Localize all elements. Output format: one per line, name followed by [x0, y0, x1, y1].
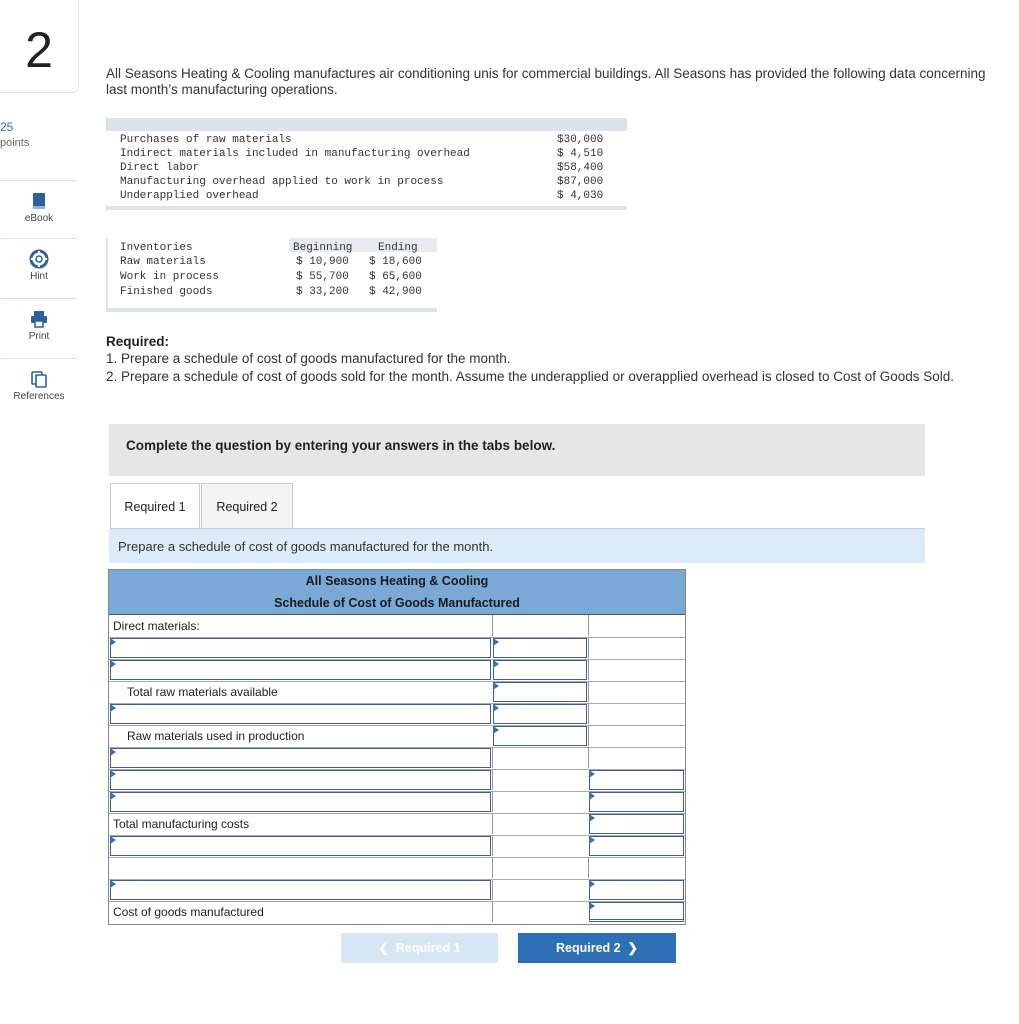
- inventory-row-label: Raw materials: [120, 256, 206, 268]
- input-flag-icon: [493, 704, 499, 712]
- input-flag-icon: [110, 792, 116, 800]
- table-row: [109, 791, 685, 814]
- lifebuoy-icon: [29, 249, 49, 269]
- input-flag-icon: [589, 836, 595, 844]
- inventory-ending: $ 65,600: [369, 271, 422, 283]
- question-number: 2: [0, 0, 79, 93]
- sidebar-hint-label: Hint: [30, 271, 48, 282]
- copy-icon: [29, 369, 49, 389]
- cost-label: Indirect materials included in manufacturing overhead: [120, 148, 470, 160]
- total-manufacturing-costs-label: Total manufacturing costs: [113, 817, 250, 831]
- tab-instruction-text: Prepare a schedule of cost of goods manufactured for the month.: [118, 539, 494, 554]
- table-row: [109, 857, 685, 880]
- input-flag-icon: [110, 836, 116, 844]
- sidebar-references-button[interactable]: [1, 358, 77, 413]
- tab-required-1[interactable]: Required 1: [110, 483, 200, 530]
- inventory-beginning: $ 55,700: [296, 271, 349, 283]
- raw-materials-used-label: Raw materials used in production: [127, 729, 305, 743]
- cogm-schedule: [108, 569, 686, 925]
- ending-header: Ending: [378, 242, 418, 254]
- amount-input[interactable]: [589, 902, 684, 922]
- banner-text: Complete the question by entering your answers in the tabs below.: [126, 438, 556, 453]
- direct-materials-label: Direct materials:: [113, 619, 200, 633]
- input-flag-icon: [589, 770, 595, 778]
- inventory-ending: $ 42,900: [369, 286, 422, 298]
- table-row: [109, 901, 685, 923]
- amount-input[interactable]: [589, 880, 684, 900]
- sidebar-hint-button[interactable]: [1, 238, 77, 295]
- input-flag-icon: [493, 660, 499, 668]
- cost-label: Purchases of raw materials: [120, 134, 292, 146]
- input-flag-icon: [110, 880, 116, 888]
- input-flag-icon: [493, 682, 499, 690]
- prev-required-button[interactable]: [341, 933, 498, 963]
- required-title: Required:: [106, 334, 170, 349]
- cost-value: $58,400: [557, 162, 604, 174]
- row-label-input[interactable]: [110, 836, 491, 856]
- row-label-input[interactable]: [110, 660, 491, 680]
- cost-label: Direct labor: [120, 162, 200, 174]
- input-flag-icon: [493, 726, 499, 734]
- cost-value: $ 4,510: [557, 148, 604, 160]
- schedule-title: Schedule of Cost of Goods Manufactured: [274, 596, 520, 610]
- cogm-label: Cost of goods manufactured: [113, 905, 264, 919]
- row-label-input[interactable]: [110, 792, 491, 812]
- table-row: [109, 813, 685, 836]
- table-row: [109, 681, 685, 704]
- sidebar-references-label: References: [13, 391, 65, 402]
- input-flag-icon: [110, 704, 116, 712]
- cost-value: $30,000: [557, 134, 604, 146]
- schedule-header: [109, 570, 685, 615]
- inventory-header: Inventories: [120, 242, 193, 254]
- table-row: [109, 659, 685, 682]
- inventory-beginning: $ 33,200: [296, 286, 349, 298]
- schedule-company: All Seasons Heating & Cooling: [305, 574, 489, 588]
- input-flag-icon: [493, 638, 499, 646]
- amount-input[interactable]: [493, 638, 587, 658]
- inventory-ending: $ 18,600: [369, 256, 422, 268]
- cost-value: $ 4,030: [557, 190, 604, 202]
- instructions-banner: [109, 424, 925, 476]
- table-row: [109, 879, 685, 902]
- table-row: [109, 835, 685, 858]
- sidebar-ebook-button[interactable]: [1, 180, 77, 237]
- table-row: [109, 703, 685, 726]
- amount-input[interactable]: [493, 682, 587, 702]
- required-item-1: 1. Prepare a schedule of cost of goods manufactured for the month.: [106, 351, 511, 366]
- amount-input[interactable]: [589, 792, 684, 812]
- sidebar-ebook-label: eBook: [24, 213, 54, 224]
- table-row: [109, 747, 685, 770]
- next-required-button[interactable]: [518, 933, 676, 963]
- chevron-right-icon: ❯: [620, 941, 639, 955]
- cost-label: Underapplied overhead: [120, 190, 259, 202]
- table-row: [109, 637, 685, 660]
- row-label-input[interactable]: [110, 704, 491, 724]
- total-raw-materials-label: Total raw materials available: [127, 685, 278, 699]
- amount-input[interactable]: [493, 726, 587, 746]
- next-label: Required 2: [555, 941, 621, 955]
- chevron-left-icon: ❮: [378, 941, 396, 955]
- amount-input[interactable]: [589, 814, 684, 834]
- points-value: 25: [0, 120, 14, 134]
- row-label-input[interactable]: [110, 748, 491, 768]
- required-item-2: 2. Prepare a schedule of cost of goods sold for the month. Assume the underapplied or overapplied overhead is closed to Cost of Goods Sold.: [106, 369, 955, 384]
- input-flag-icon: [110, 638, 116, 646]
- row-label-input[interactable]: [110, 638, 491, 658]
- input-flag-icon: [589, 902, 595, 910]
- input-flag-icon: [589, 792, 595, 800]
- prev-label: Required 1: [395, 941, 461, 955]
- input-flag-icon: [589, 880, 595, 888]
- inventory-table: [106, 238, 437, 312]
- inventory-beginning: $ 10,900: [296, 256, 349, 268]
- problem-intro: All Seasons Heating & Cooling manufactures air conditioning unis for commercial buildings. All Seasons has provided the following data concerning last month’s manufacturing operations.: [106, 66, 986, 97]
- book-icon: [29, 191, 49, 211]
- inventory-row-label: Finished goods: [120, 286, 213, 298]
- sidebar-print-label: Print: [28, 331, 50, 342]
- input-flag-icon: [110, 660, 116, 668]
- inventory-row-label: Work in process: [120, 271, 220, 283]
- cost-value: $87,000: [557, 176, 604, 188]
- amount-input[interactable]: [589, 836, 684, 856]
- tab-instruction: [109, 529, 925, 563]
- input-flag-icon: [110, 748, 116, 756]
- amount-input[interactable]: [493, 704, 587, 724]
- table-row: [109, 769, 685, 792]
- printer-icon: [29, 309, 49, 329]
- beginning-header: Beginning: [293, 242, 353, 254]
- points-label: points: [0, 137, 30, 149]
- row-label-input[interactable]: [110, 770, 491, 790]
- amount-input[interactable]: [589, 770, 684, 790]
- cost-label: Manufacturing overhead applied to work in process: [120, 176, 444, 188]
- sidebar-print-button[interactable]: [1, 298, 77, 355]
- input-flag-icon: [110, 770, 116, 778]
- amount-input[interactable]: [493, 660, 587, 680]
- table-row: [109, 615, 685, 638]
- row-label-input[interactable]: [110, 880, 491, 900]
- table-row: [109, 725, 685, 748]
- input-flag-icon: [589, 814, 595, 822]
- cost-data-table: [106, 118, 627, 210]
- tab-required-2[interactable]: Required 2: [201, 483, 293, 531]
